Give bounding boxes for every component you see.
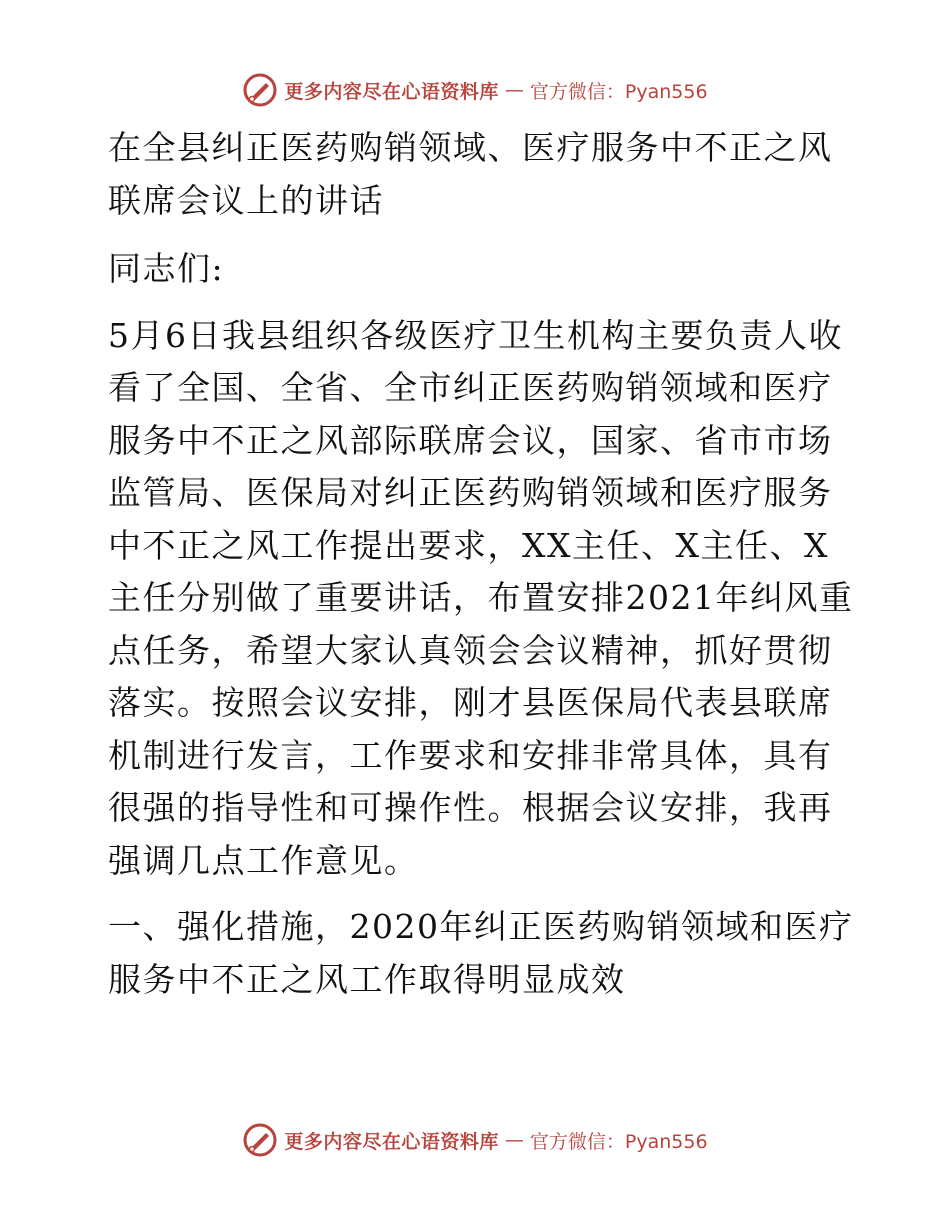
watermark-contact: 官方微信：Pyan556 xyxy=(529,1130,708,1153)
salutation: 同志们: xyxy=(108,249,225,288)
document-title: 在全县纠正医药购销领域、医疗服务中不正之风联席会议上的讲话 xyxy=(108,128,833,220)
pen-logo-icon xyxy=(242,72,278,108)
section-heading-1: 一、强化措施，2020年纠正医药购销领域和医疗服务中不正之风工作取得明显成效 xyxy=(108,907,854,999)
watermark-brand: 更多内容尽在心语资料库 xyxy=(284,1130,499,1153)
watermark-banner-bottom xyxy=(0,1118,950,1162)
watermark-dash: — xyxy=(504,79,524,101)
watermark-banner-top xyxy=(0,68,950,112)
watermark-dash: — xyxy=(504,1129,524,1151)
paragraph-1: 5月6日我县组织各级医疗卫生机构主要负责人收看了全国、全省、全市纠正医药购销领域和医疗服务中不正之风部际联席会议，国家、省市市场监管局、医保局对纠正医药购销领域和医疗服务中不正之风工作提出要求，XX主任、X主任、X主任分别做了重要讲话，布置安排2021年纠风重点任务，希望大家认真领会会议精神，抓好贯彻落实。按照会议安排，刚才县医保局代表县联席机制进行发言，工作要求和安排非常具体，具有很强的指导性和可操作性。根据会议安排，我再强调几点工作意见。 xyxy=(108,315,854,880)
watermark-contact: 官方微信：Pyan556 xyxy=(529,80,708,103)
document-body xyxy=(98,122,858,1006)
pen-logo-icon xyxy=(242,1122,278,1158)
watermark-brand: 更多内容尽在心语资料库 xyxy=(284,80,499,103)
